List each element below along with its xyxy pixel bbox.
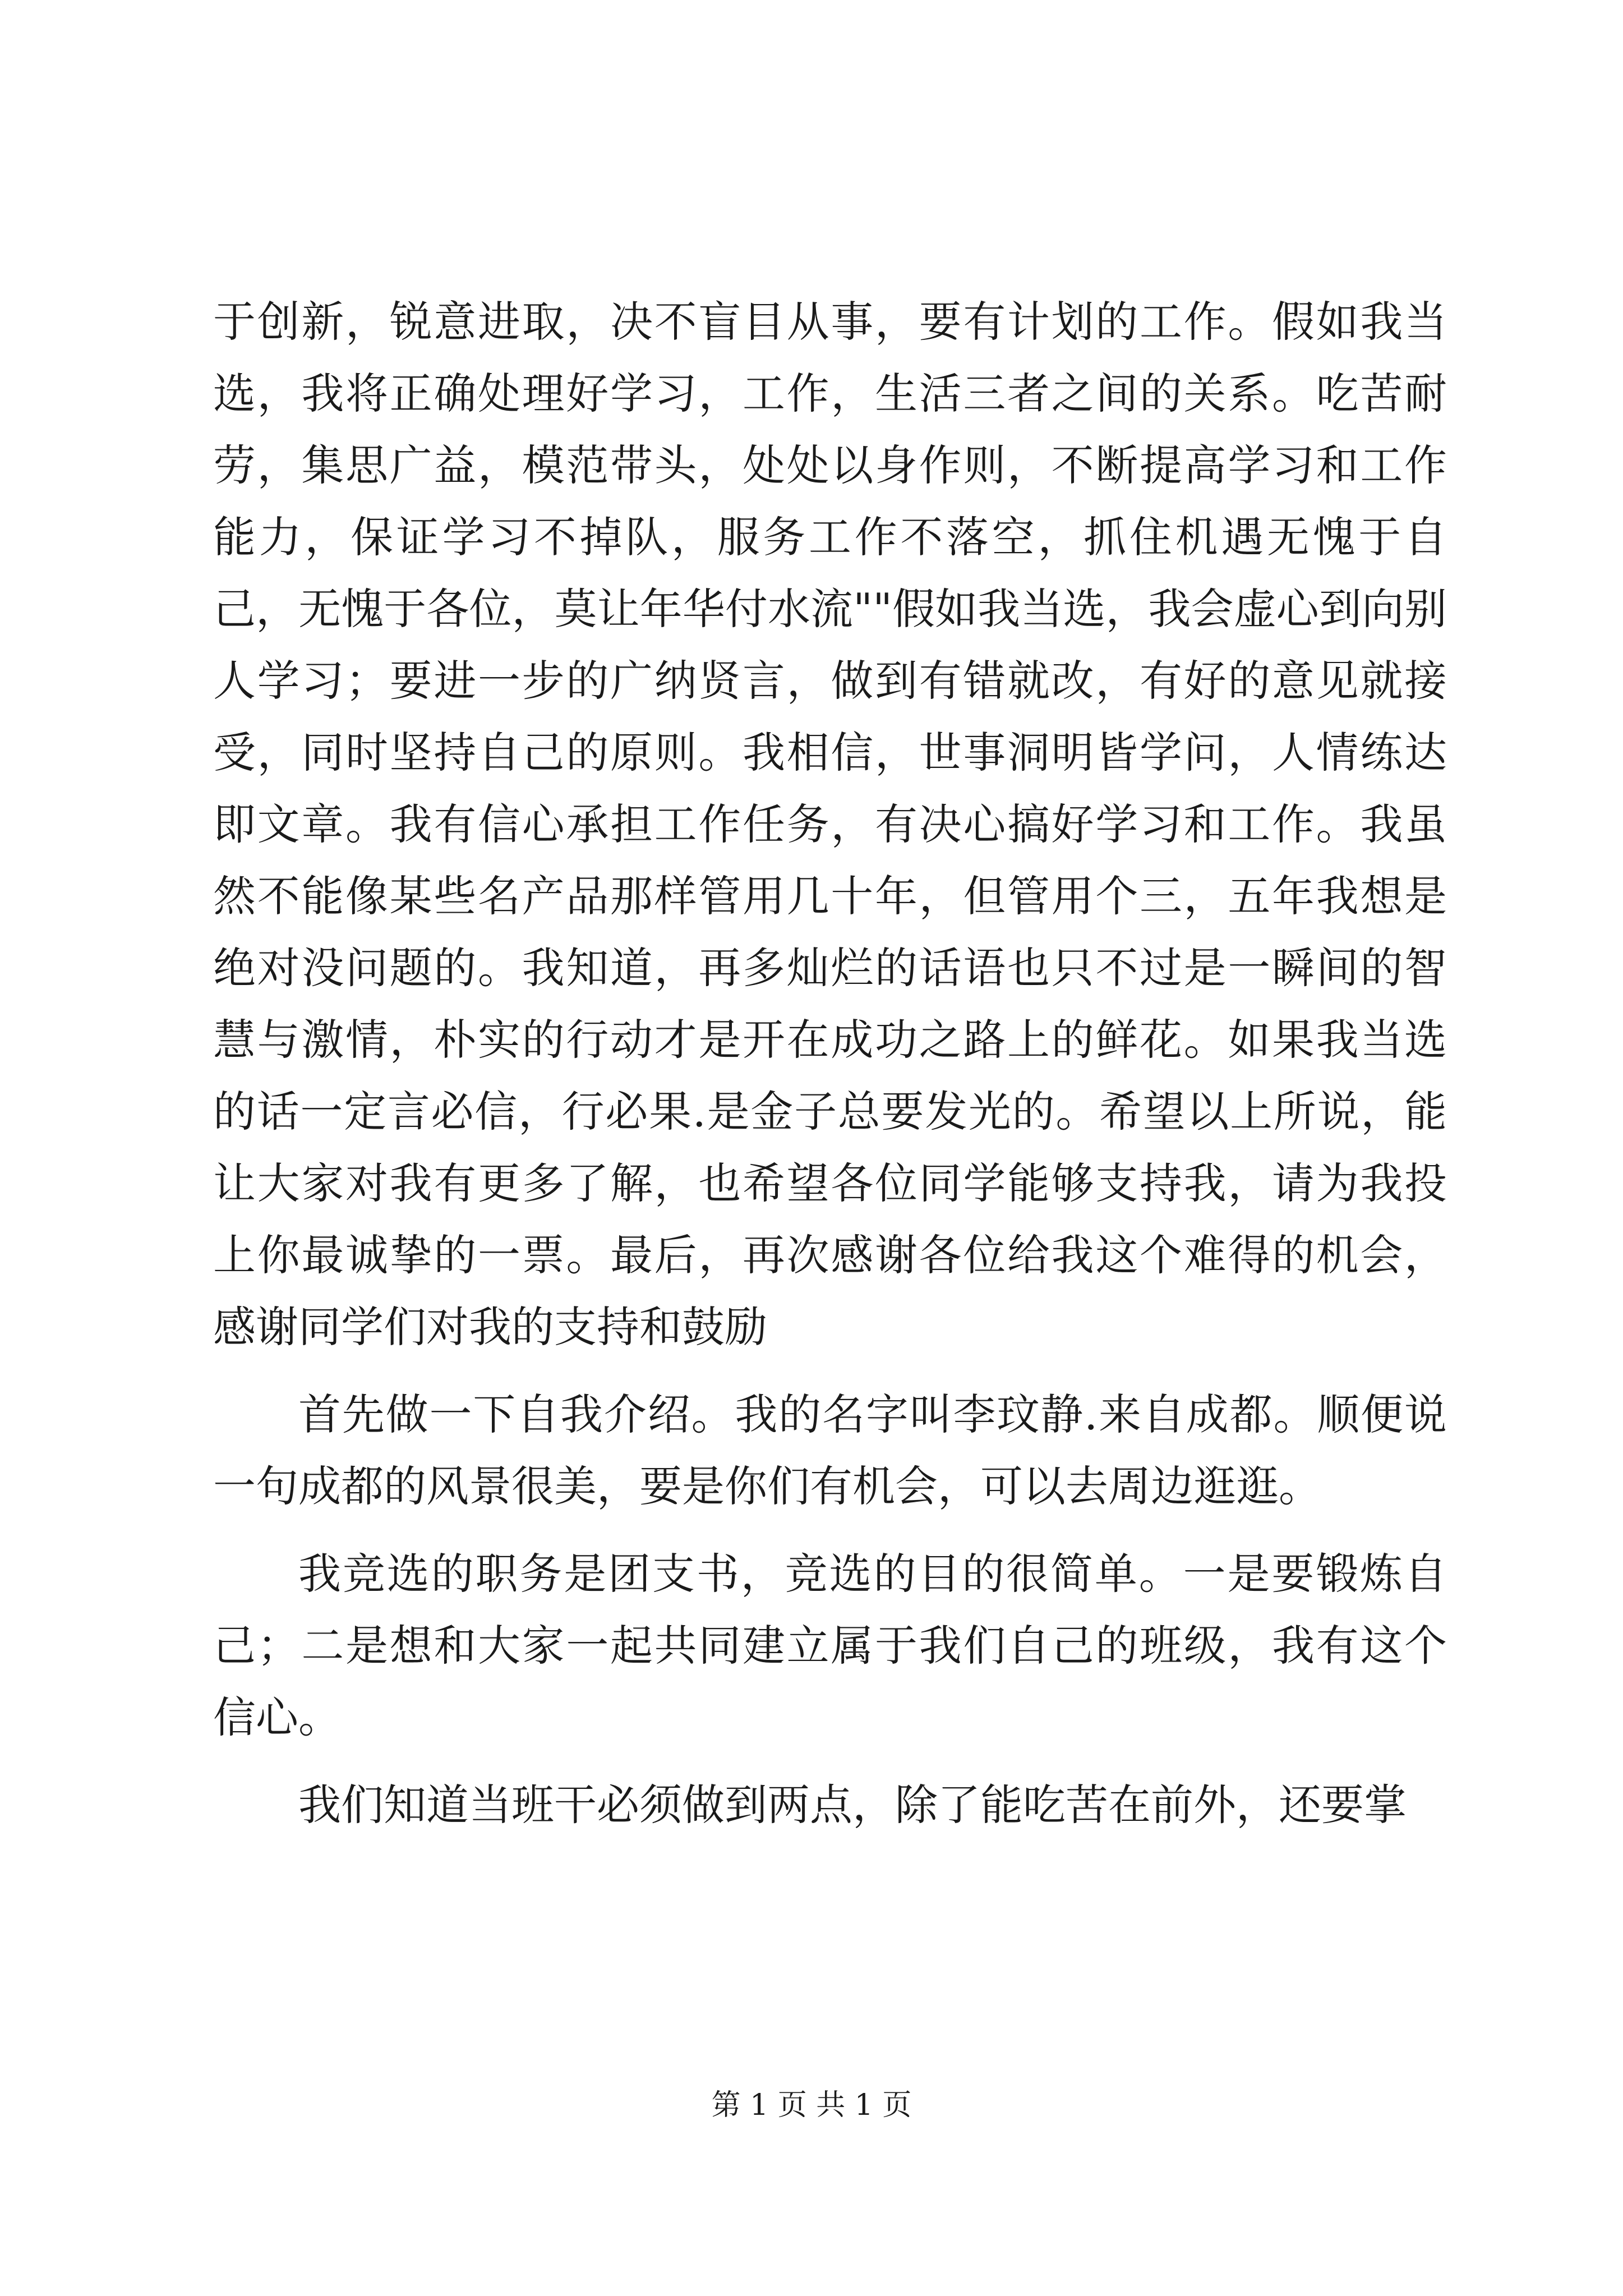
paragraph-4: 我们知道当班干必须做到两点，除了能吃苦在前外，还要掌 bbox=[298, 1780, 1407, 1830]
page-footer: 第 1 页 共 1 页 bbox=[711, 2088, 912, 2122]
paragraph-3: 我竞选的职务是团支书，竞选的目的很简单。一是要锻炼自己；二是想和大家一起共同建立属于我们自己的班级，我有这个信心。 bbox=[213, 1549, 1447, 1742]
paragraph-1: 于创新，锐意进取，决不盲目从事，要有计划的工作。假如我当选，我将正确处理好学习，工作，生活三者之间的关系。吃苦耐劳，集思广益，模范带头，处处以身作则，不断提高学习和工作能力，保证学习不掉队，服务工作不落空，抓住机遇无愧于自己，无愧于各位，莫让年华付水流""假如我当选，我会虚心到向别人学习；要进一步的广纳贤言，做到有错就改，有好的意见就接受，同时坚持自己的原则。我相信，世事洞明皆学问，人情练达即文章。我有信心承担工作任务，有决心搞好学习和工作。我虽然不能像某些名产品那样管用几十年，但管用个三，五年我想是绝对没问题的。我知道，再多灿烂的话语也只不过是一瞬间的智慧与激情，朴实的行动才是开在成功之路上的鲜花。如果我当选的话一定言必信，行必果.是金子总要发光的。希望以上所说，能让大家对我有更多了解，也希望各位同学能够支持我，请为我投上你最诚挚的一票。最后，再次感谢各位给我这个难得的机会，感谢同学们对我的支持和鼓励 bbox=[213, 297, 1447, 1352]
paragraph-2: 首先做一下自我介绍。我的名字叫李玟静.来自成都。顺便说一句成都的风景很美，要是你们有机会，可以去周边逛逛。 bbox=[213, 1389, 1447, 1511]
document-body bbox=[213, 286, 1447, 1841]
